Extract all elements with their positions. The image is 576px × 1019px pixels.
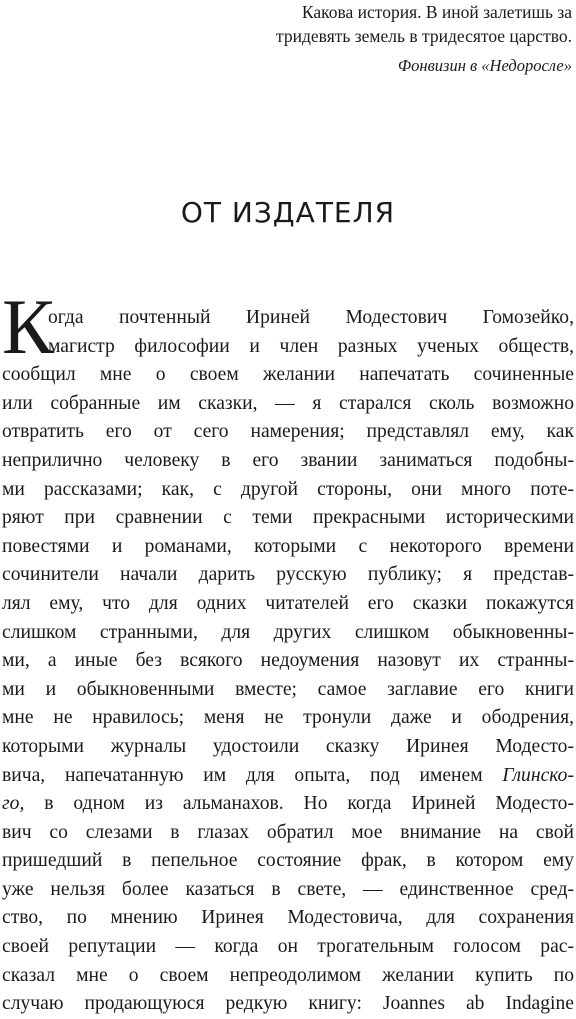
text-line: пришедший в пепельное состояние фрак, в котором ему (2, 850, 574, 872)
text-line: отвратить его от сего намерения; представлял ему, как (2, 421, 574, 443)
drop-cap: К (2, 283, 55, 370)
text-line: ми, а иные без всякого недоумения назовут их странны- (2, 650, 574, 672)
text-line: лял ему, что для одних читателей его сказки покажутся (2, 592, 574, 614)
text-segment: вича, напечатанную им для опыта, под именем (2, 764, 483, 786)
epigraph (150, 0, 572, 78)
text-line: или собранные им сказки, — я старался сколь возможно (2, 392, 574, 414)
text-line: уже нельзя более казаться в свете, — единственное сред- (2, 878, 574, 900)
chapter-heading: ОТ ИЗДАТЕЛЯ (180, 196, 396, 229)
text-line: ряют при сравнении с теми прекрасными историческими (2, 507, 574, 529)
text-line: вич со слезами в глазах обратил мое внимание на свой (2, 821, 574, 843)
epigraph-author: Фонвизин в «Недоросле» (397, 56, 572, 75)
text-line: огда почтенный Ириней Модестович Гомозейко, (48, 307, 574, 328)
text-line: неприлично человеку в его звании заниматься подобны- (2, 449, 574, 471)
text-line: сочинители начали дарить русскую публику; я представ- (2, 564, 574, 586)
text-line: которыми журналы удостоили сказку Иринея Модесто- (2, 735, 574, 757)
text-line: сообщил мне о своем желании напечатать сочиненные (2, 364, 574, 386)
text-line: случаю продающуюся редкую книгу: Joannes ab Indagine (2, 993, 574, 1015)
body-text (2, 304, 574, 1019)
epigraph-line: Какова история. В иной залетишь за (301, 2, 572, 22)
text-line: магистр философии и член разных ученых обществ, (48, 335, 574, 357)
italic-name: Глинско- (502, 764, 574, 786)
text-segment: в одном из альманахов. Но когда Ириней Модесто- (44, 793, 574, 815)
text-line: ство, по мнению Иринея Модестовича, для сохранения (2, 907, 574, 929)
text-line (2, 790, 574, 819)
text-line: мне не нравилось; меня не тронули даже и ободрения, (2, 707, 574, 729)
text-line: ми и обыкновенными вместе; самое заглавие его книги (2, 678, 574, 700)
text-line: своей репутации — когда он трогательным голосом рас- (2, 936, 574, 958)
text-line (2, 762, 574, 791)
text-line: сказал мне о своем непреодолимом желании купить по (2, 964, 574, 986)
epigraph-line: тридевять земель в тридесятое царство. (276, 26, 572, 46)
text-line: слишком странными, для других слишком обыкновенны- (2, 621, 574, 643)
text-line: повестями и романами, которыми с некоторого времени (2, 535, 574, 557)
italic-name: го, (2, 793, 25, 815)
text-line: ми рассказами; как, с другой стороны, они много поте- (2, 478, 574, 500)
